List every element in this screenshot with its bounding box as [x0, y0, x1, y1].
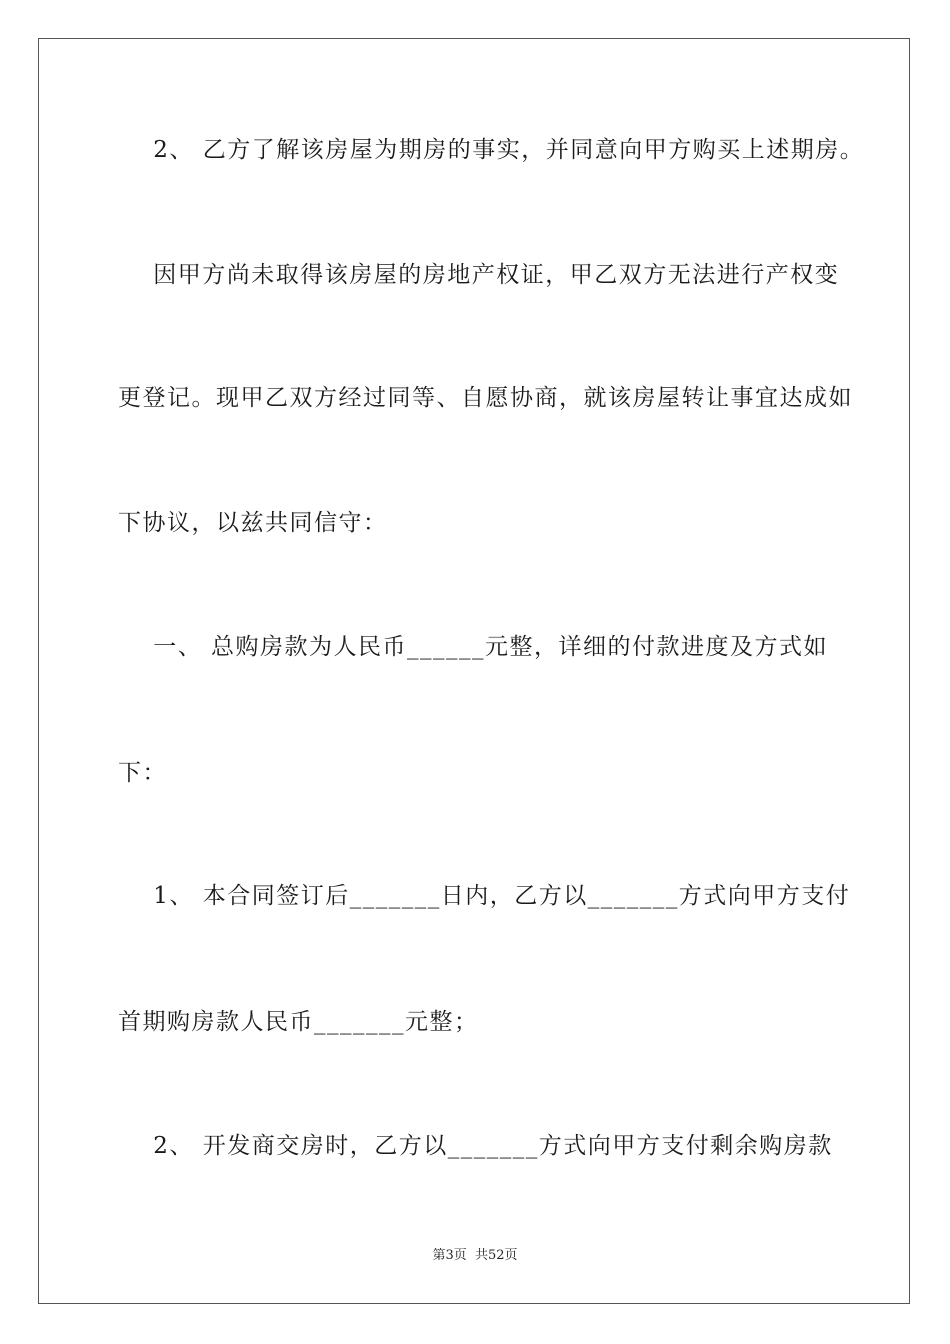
- paragraph-line: 一、 总购房款为人民币______元整，详细的付款进度及方式如: [118, 634, 829, 660]
- paragraph-line: 下协议，以兹共同信守：: [118, 510, 388, 536]
- paragraph-line: 首期购房款人民币_______元整；: [118, 1009, 479, 1035]
- paragraph-line: 下：: [118, 760, 167, 786]
- paragraph-line: 2、 开发商交房时，乙方以_______方式向甲方支付剩余购房款: [118, 1133, 833, 1159]
- paragraph-line: 2、 乙方了解该房屋为期房的事实，并同意向甲方购买上述期房。: [118, 137, 865, 163]
- paragraph-line: 因甲方尚未取得该房屋的房地产权证，甲乙双方无法进行产权变: [118, 262, 840, 288]
- paragraph-line: 更登记。现甲乙双方经过同等、自愿协商，就该房屋转让事宜达成如: [118, 385, 853, 411]
- page-border: [38, 38, 910, 1304]
- page-number-footer: 第3页 共52页: [432, 1248, 518, 1263]
- paragraph-line: 1、 本合同签订后_______日内，乙方以_______方式向甲方支付: [118, 883, 851, 909]
